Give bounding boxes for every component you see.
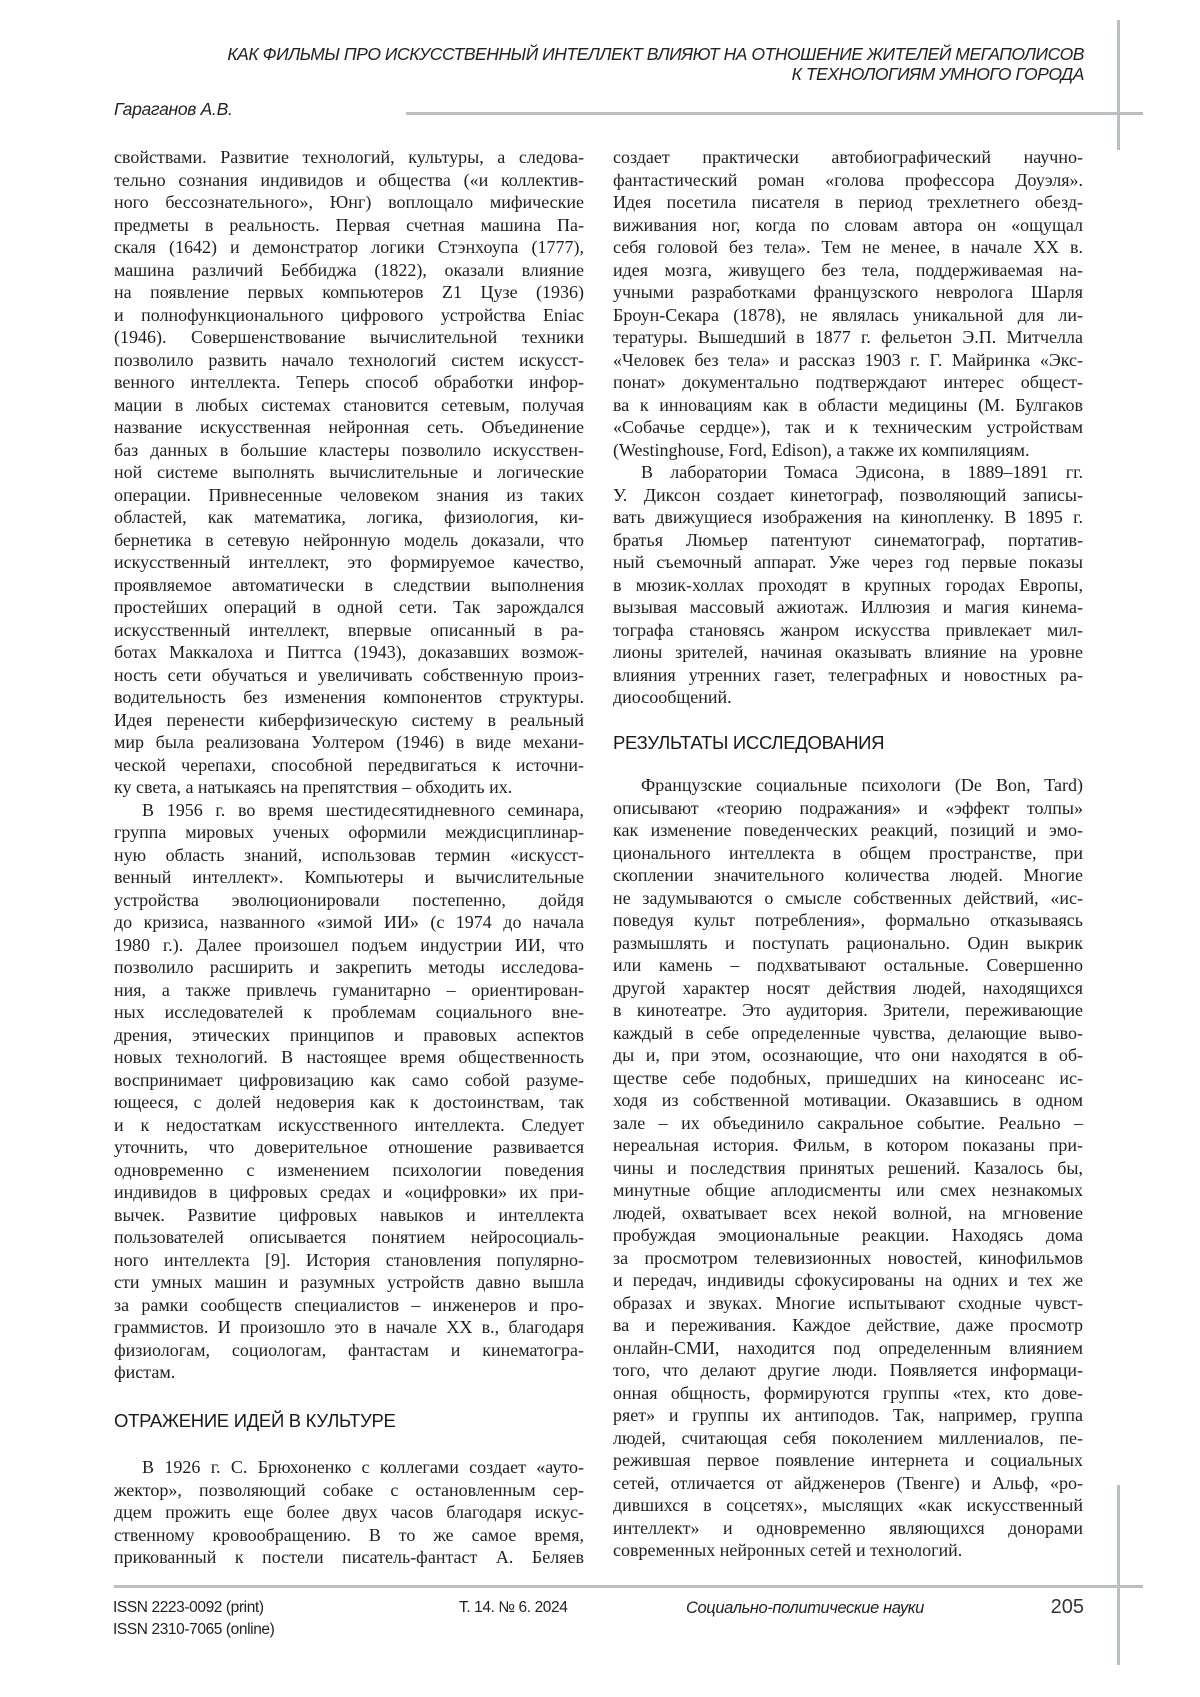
text-line: сти умных машин и разумных устройств давно вышла (114, 1272, 584, 1292)
text-line: дившихся в соцсетях», мыслящих «как искусственный (613, 1495, 1083, 1515)
text-line: онная общность, формируются группы «тех, кто дове- (613, 1382, 1083, 1403)
text-line: простейших операций в одной сети. Так зарождался (114, 597, 584, 617)
text-line: ный съемочный аппарат. Уже через год первые показы (613, 552, 1083, 572)
text-line: минутные общие аплодисменты или смех незнакомых (613, 1180, 1083, 1200)
text-line: режившая первое появление интернета и социальных (613, 1450, 1083, 1470)
text-line: Французские социальные психологи (De Bon, Tard) (641, 775, 1083, 795)
text-line: интеллект» и одновременно являющихся донорами (613, 1517, 1083, 1538)
text-line: (Westinghouse, Ford, Edison), а также их компиляциям. (613, 439, 1030, 460)
text-line: каждый в себе определенные чувства, делающие выво- (613, 1022, 1083, 1043)
text-line: областей, как математика, логика, физиология, ки- (114, 507, 584, 527)
text-line: другой характер носят действия людей, находящихся (613, 977, 1083, 998)
text-line: вызывая массовый ажиотаж. Иллюзия и магия кинема- (613, 597, 1083, 617)
text-line: ществе себе подобных, пришедших на киносеанс ис- (613, 1067, 1083, 1088)
text-line: вать движущиеся изображения на кинопленку. В 1895 г. (613, 507, 1083, 527)
journal-section: Социально-политические науки (686, 1599, 924, 1617)
text-line: ного бессознательного», Юнг) воплощало мифические (114, 192, 584, 212)
text-line: ку света, а натыкаясь на препятствия – обходить их. (114, 777, 513, 797)
text-line: венный интеллект». Компьютеры и вычислительные (114, 867, 584, 887)
paragraph (613, 461, 1083, 709)
text-line: фистам. (114, 1362, 176, 1382)
text-line: в кинотеатре. Это аудитория. Зрители, переживающие (613, 1000, 1083, 1020)
text-line: размышлять и поступать рационально. Один выкрик (613, 932, 1083, 953)
running-title (124, 44, 1084, 84)
text-line: физиологам, социологам, фантастам и кинематогра- (114, 1339, 584, 1360)
text-line: ва и переживания. Каждое действие, даже просмотр (613, 1315, 1083, 1335)
text-line: В 1956 г. во время шестидесятидневного семинара, (142, 799, 584, 820)
text-line: ственному кровообращению. В то же самое время, (114, 1524, 584, 1545)
text-line: устройства эволюционировали постепенно, дойдя (114, 889, 584, 910)
section-heading: ОТРАЖЕНИЕ ИДЕЙ В КУЛЬТУРЕ (114, 1410, 396, 1431)
running-title-line-2: К ТЕХНОЛОГИЯМ УМНОГО ГОРОДА (791, 64, 1084, 84)
text-line: и к недостаткам искусственного интеллекта. Следует (114, 1114, 584, 1135)
text-line: понат» документально подтверждают интерес общест- (613, 372, 1083, 392)
text-line: венного интеллекта. Теперь способ обработки инфор- (114, 372, 584, 392)
text-line: создает практически автобиографический научно- (613, 147, 1083, 167)
issn-print: ISSN 2223-0092 (print) (113, 1599, 264, 1616)
text-line: ды и, при этом, осознающие, что они находятся в об- (613, 1045, 1083, 1065)
text-line: ющееся, с долей недоверия как к достоинствам, так (114, 1092, 584, 1112)
text-line: ва к инновациям как в области медицины (М. Булгаков (613, 394, 1083, 415)
text-line: Броун-Секара (1878), не являлась уникальной для ли- (613, 304, 1083, 325)
text-line: воспринимает цифровизацию как само собой разуме- (114, 1069, 584, 1090)
text-line: проявляемое автоматически в следствии выполнения (114, 574, 584, 595)
text-line: вычек. Развитие цифровых навыков и интеллекта (114, 1204, 584, 1225)
header-horizontal-rule (406, 112, 1143, 115)
text-line: свойствами. Развитие технологий, культуры, а следова- (114, 147, 584, 167)
text-line: ходя из собственной мотивации. Оказавшись в одном (613, 1090, 1083, 1110)
text-line: тельно сознания индивидов и общества («и коллектив- (114, 169, 584, 190)
footer-vertical-rule (1117, 1485, 1120, 1665)
text-line: мир была реализована Уолтером (1946) в виде механи- (114, 732, 584, 752)
text-line: мации в любых системах становится сетевым, получая (114, 394, 584, 415)
text-line: братья Люмьер патентуют синематограф, портатив- (613, 529, 1083, 550)
text-line: ряет» и группы их антиподов. Так, например, группа (613, 1405, 1083, 1425)
text-line: ной системе выполнять вычислительные и логические (114, 462, 584, 482)
text-line: сетей, отличается от айдженеров (Твенге) и Альф, «ро- (613, 1472, 1083, 1493)
text-line: группа мировых ученых оформили междисциплинар- (114, 822, 584, 842)
text-line: «Собачье сердце»), так и к техническим устройствам (613, 417, 1083, 437)
text-line: одновременно с изменением психологии поведения (114, 1159, 584, 1180)
text-line: Идея перенести киберфизическую систему в реальный (114, 709, 584, 730)
text-line: скаля (1642) и демонстратор логики Стэнхоупа (1777), (114, 237, 584, 257)
page-number: 205 (1050, 1596, 1084, 1618)
author-name: Гараганов А.В. (114, 99, 233, 119)
text-line: людей, считающая себя поколением миллениалов, пе- (613, 1427, 1083, 1448)
text-line: зале – их объединило сакральное событие. Реально – (613, 1112, 1083, 1133)
text-line: тографа становясь жанром искусства привлекает мил- (613, 619, 1083, 640)
text-line: жектор», позволяющий собаке с остановленным сер- (114, 1479, 584, 1500)
text-line: того, что делают другие люди. Появляется информаци- (613, 1360, 1083, 1380)
text-line: учными разработками французского невролога Шарля (613, 282, 1083, 302)
paragraph (114, 146, 584, 799)
text-line: лионы зрителей, начиная оказывать влияние на уровне (613, 642, 1083, 662)
text-line: баз данных в большие кластеры позволило искусствен- (114, 439, 584, 460)
text-line: и передач, индивиды сфокусированы на одних и тех же (613, 1270, 1083, 1290)
text-line: влияния утренних газет, телеграфных и новостных ра- (613, 664, 1083, 685)
text-line: в мюзик-холлах проходят в крупных городах Европы, (613, 574, 1083, 595)
paragraph (114, 1456, 584, 1569)
text-line: «Человек без тела» и рассказ 1903 г. Г. Майринка «Экс- (613, 349, 1083, 370)
text-line: индивидов в цифровых средах и «оцифровки» их при- (114, 1182, 584, 1202)
text-line: диосообщений. (613, 687, 732, 707)
text-line: за рамки сообществ специалистов – инженеров и про- (114, 1294, 584, 1315)
text-line: дрения, этических принципов и правовых аспектов (114, 1024, 584, 1045)
text-line: ных исследователей к проблемам социального вне- (114, 1002, 584, 1022)
text-line: за просмотром телевизионных новостей, кинофильмов (613, 1247, 1083, 1268)
text-line: 1980 г.). Далее произошел подъем индустрии ИИ, что (114, 934, 584, 955)
text-line: позволило развить начало технологий систем искусст- (114, 349, 584, 370)
text-line: ную область знаний, использовав термин «искусст- (114, 844, 584, 865)
text-line: операции. Привнесенные человеком знания из таких (114, 484, 584, 505)
text-line: (1946). Совершенствование вычислительной техники (114, 327, 584, 347)
section-heading: РЕЗУЛЬТАТЫ ИССЛЕДОВАНИЯ (613, 732, 885, 753)
issue-info: Т. 14. № 6. 2024 (459, 1599, 568, 1616)
text-line: искусственный интеллект, это формируемое качество, (114, 552, 584, 572)
text-line: идея мозга, живущего без тела, поддерживаемая на- (613, 259, 1083, 280)
text-line: людей, охватывает всех некой волной, на мгновение (613, 1202, 1083, 1223)
paragraph (114, 799, 584, 1384)
text-line: ность сети обучаться и увеличивать собственную произ- (114, 664, 584, 685)
text-line: позволило расширить и закрепить методы исследова- (114, 957, 584, 977)
text-line: пользователей описывается понятием нейросоциаль- (114, 1227, 584, 1247)
text-line: чины и последствия принятых решений. Казалось бы, (613, 1157, 1083, 1178)
text-line: онлайн-СМИ, находится под определенным влиянием (613, 1337, 1083, 1358)
text-line: прикованный к постели писатель-фантаст А. Беляев (114, 1547, 584, 1567)
text-line: как изменение поведенческих реакций, позиций и эмо- (613, 820, 1083, 840)
issn-online: ISSN 2310-7065 (online) (113, 1621, 275, 1638)
text-line: тературы. Вышедший в 1877 г. фельетон Э.П. Митчелла (613, 327, 1083, 347)
text-line: до кризиса, названного «зимой ИИ» (с 1974 до начала (114, 912, 584, 932)
text-line: виживания ног, когда по словам автора он «ощущал (613, 214, 1083, 235)
text-line: или камень – подхватывают остальные. Совершенно (613, 955, 1083, 975)
text-line: машина различий Беббиджа (1822), оказали влияние (114, 259, 584, 280)
text-line: ного интеллекта [9]. История становления популярно- (114, 1249, 584, 1270)
text-line: название искусственная нейронная сеть. Объединение (114, 417, 584, 437)
text-line: и полнофункционального цифрового устройства Eniac (114, 304, 584, 325)
text-line: искусственный интеллект, впервые описанный в ра- (114, 619, 584, 640)
running-title-line-1: КАК ФИЛЬМЫ ПРО ИСКУССТВЕННЫЙ ИНТЕЛЛЕКТ ВЛИЯЮТ НА ОТНОШЕНИЕ ЖИТЕЛЕЙ МЕГАПОЛИСОВ (227, 44, 1084, 64)
text-line: ческой черепахи, способной передвигаться к источни- (114, 754, 584, 775)
paragraph (613, 146, 1083, 461)
paragraph (613, 774, 1083, 1562)
text-line: описывают «теорию подражания» и «эффект толпы» (613, 797, 1083, 818)
text-line: ботах Маккалоха и Питтса (1943), доказавших возмож- (114, 642, 584, 662)
text-line: современных нейронных сетей и технологий. (613, 1540, 963, 1560)
footer-horizontal-rule (114, 1585, 1143, 1588)
text-line: водительность без изменения компонентов структуры. (114, 687, 584, 707)
text-line: В 1926 г. С. Брюхоненко с коллегами создает «ауто- (142, 1457, 584, 1477)
text-line: уточнить, что доверительное отношение развивается (114, 1137, 584, 1157)
text-line: не задумываются о смысле собственных действий, «ис- (613, 887, 1083, 908)
text-line: граммистов. И произошло это в начале XX в., благодаря (114, 1317, 584, 1337)
text-line: себя головой без тела». Тем не менее, в начале XX в. (613, 237, 1083, 257)
text-line: ния, а также привлечь гуманитарно – ориентирован- (114, 979, 584, 1000)
text-line: фантастический роман «голова профессора Доуэля». (613, 169, 1083, 190)
text-line: бернетика в сетевую нейронную модель доказали, что (114, 529, 584, 550)
text-line: дцем прожить еще более двух часов благодаря искус- (114, 1502, 584, 1522)
text-line: предметы в реальность. Первая счетная машина Па- (114, 214, 584, 235)
text-line: поведуя культ потребления», формально отказываясь (613, 910, 1083, 930)
text-line: У. Диксон создает кинетограф, позволяющий записы- (613, 484, 1083, 505)
text-line: образах и звуках. Многие испытывают сходные чувст- (613, 1292, 1083, 1313)
text-line: нереальная история. Фильм, в котором показаны при- (613, 1135, 1083, 1155)
header-vertical-rule (1117, 20, 1120, 150)
text-line: пробуждая эмоциональные реакции. Находясь дома (613, 1225, 1083, 1245)
text-line: скоплении значительного количества людей. Многие (613, 865, 1083, 885)
text-line: В лаборатории Томаса Эдисона, в 1889–1891 гг. (641, 462, 1083, 482)
text-line: на появление первых компьютеров Z1 Цузе (1936) (114, 282, 584, 302)
text-line: Идея посетила писателя в период трехлетнего обезд- (613, 192, 1083, 212)
text-line: ционального интеллекта в общем пространстве, при (613, 842, 1083, 863)
text-line: новых технологий. В настоящее время общественность (114, 1047, 584, 1067)
